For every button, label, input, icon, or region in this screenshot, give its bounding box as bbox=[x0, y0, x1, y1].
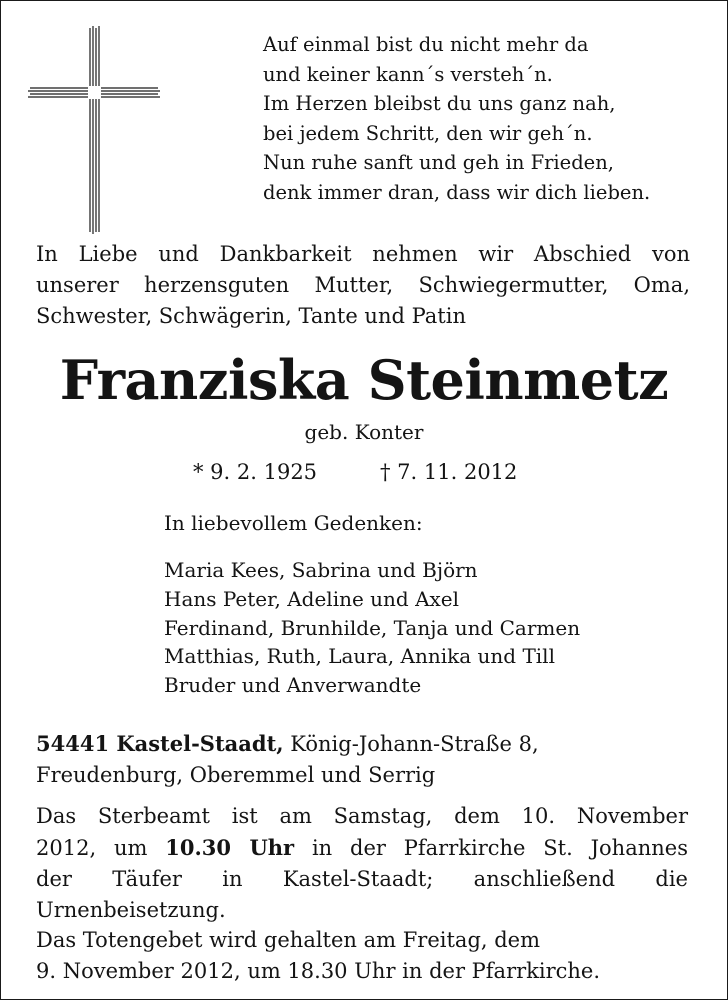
mourner-line: Maria Kees, Sabrina und Björn bbox=[164, 558, 478, 582]
funeral-line bbox=[36, 832, 688, 864]
mourners-list bbox=[164, 556, 580, 700]
funeral-line: Urnenbeisetzung. bbox=[36, 898, 226, 922]
prayer-service-info bbox=[36, 925, 600, 987]
funeral-line: Das Sterbeamt ist am Samstag, dem 10. November bbox=[36, 804, 688, 828]
maiden-name: geb. Konter bbox=[304, 420, 424, 444]
mourner-line: Hans Peter, Adeline und Axel bbox=[164, 586, 460, 611]
address-street: König-Johann-Straße 8, bbox=[283, 732, 539, 756]
death-date: † 7. 11. 2012 bbox=[380, 460, 518, 484]
prayer-line: Das Totengebet wird gehalten am Freitag, dem bbox=[36, 928, 541, 952]
family-address bbox=[36, 728, 539, 791]
poem-line: Auf einmal bist du nicht mehr da bbox=[263, 33, 589, 56]
funeral-date-text: 2012, um bbox=[36, 836, 166, 860]
funeral-time: 10.30 Uhr bbox=[165, 835, 295, 860]
memorial-poem bbox=[263, 30, 650, 208]
memorial-heading: In liebevollem Gedenken: bbox=[164, 511, 423, 535]
mourner-line: Matthias, Ruth, Laura, Annika und Till bbox=[164, 644, 555, 669]
intro-text bbox=[36, 239, 690, 332]
intro-line: unserer herzensguten Mutter, Schwiegermutter, Oma, bbox=[36, 273, 690, 297]
cross-icon bbox=[28, 26, 160, 234]
poem-line: Im Herzen bleibst du uns ganz nah, bbox=[263, 92, 616, 116]
poem-line: denk immer dran, dass wir dich lieben. bbox=[263, 180, 651, 204]
funeral-line: der Täufer in Kastel-Staadt; anschließend die bbox=[36, 867, 688, 891]
birth-date: * 9. 2. 1925 bbox=[193, 460, 318, 484]
poem-line: bei jedem Schritt, den wir geh´n. bbox=[263, 121, 593, 145]
mourner-line: Bruder und Anverwandte bbox=[164, 673, 422, 698]
address-places: Freudenburg, Oberemmel und Serrig bbox=[36, 763, 436, 787]
poem-line: und keiner kann´s versteh´n. bbox=[263, 62, 553, 86]
intro-line: Schwester, Schwägerin, Tante und Patin bbox=[36, 304, 466, 328]
prayer-line: 9. November 2012, um 18.30 Uhr in der Pfarrkirche. bbox=[36, 959, 601, 983]
deceased-name: Franziska Steinmetz bbox=[59, 348, 669, 412]
funeral-location-text: in der Pfarrkirche St. Johannes bbox=[294, 836, 688, 860]
funeral-service-info bbox=[36, 801, 688, 926]
poem-line: Nun ruhe sanft und geh in Frieden, bbox=[263, 151, 614, 175]
mourner-line: Ferdinand, Brunhilde, Tanja und Carmen bbox=[164, 615, 581, 640]
intro-line: In Liebe und Dankbarkeit nehmen wir Abschied von bbox=[36, 242, 690, 266]
address-city: 54441 Kastel-Staadt, bbox=[36, 731, 284, 756]
